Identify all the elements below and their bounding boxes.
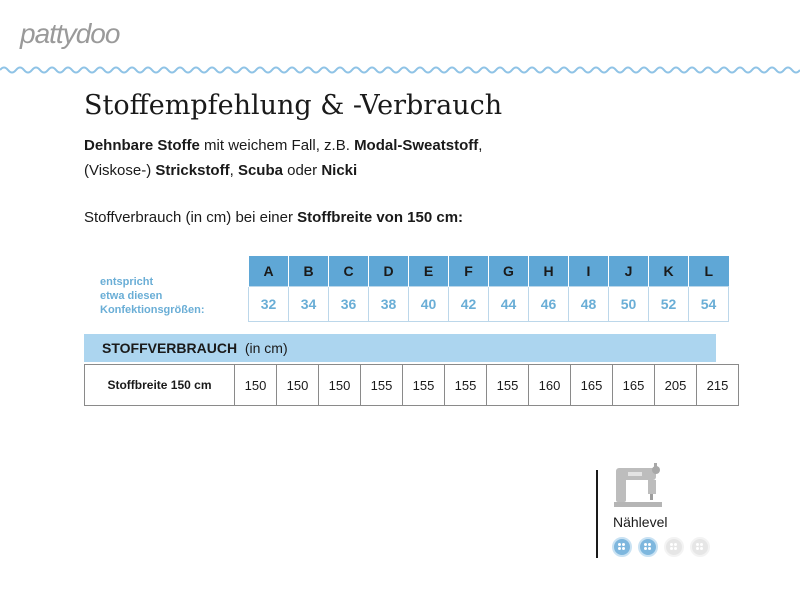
level-button-empty-icon bbox=[664, 537, 684, 557]
eu-size: 46 bbox=[529, 287, 569, 322]
eu-size: 50 bbox=[609, 287, 649, 322]
consumption-row-label: Stoffbreite 150 cm bbox=[85, 365, 235, 406]
eu-size: 32 bbox=[249, 287, 289, 322]
body-text: oder bbox=[282, 162, 322, 179]
consumption-value: 150 bbox=[319, 365, 361, 406]
body-text: , bbox=[229, 162, 238, 179]
consumption-value: 150 bbox=[277, 365, 319, 406]
level-button-filled-icon bbox=[612, 537, 632, 557]
consumption-header-title: STOFFVERBRAUCH bbox=[102, 340, 238, 356]
eu-size: 36 bbox=[329, 287, 369, 322]
consumption-value: 155 bbox=[445, 365, 487, 406]
eu-size: 52 bbox=[649, 287, 689, 322]
sewing-level-divider bbox=[596, 470, 598, 558]
size-letter: F bbox=[449, 256, 489, 287]
consumption-intro-text: Stoffverbrauch (in cm) bei einer bbox=[84, 209, 298, 226]
consumption-value: 155 bbox=[361, 365, 403, 406]
consumption-intro bbox=[84, 209, 463, 226]
eu-size: 34 bbox=[289, 287, 329, 322]
eu-size: 54 bbox=[689, 287, 729, 322]
level-button-filled-icon bbox=[638, 537, 658, 557]
page-title: Stoffempfehlung & -Verbrauch bbox=[84, 90, 503, 121]
sewing-machine-icon bbox=[612, 462, 664, 508]
consumption-value: 215 bbox=[697, 365, 739, 406]
consumption-value: 205 bbox=[655, 365, 697, 406]
highlight-text: Strickstoff bbox=[155, 162, 230, 179]
eu-size: 38 bbox=[369, 287, 409, 322]
highlight-text: Scuba bbox=[237, 162, 283, 179]
size-letter: L bbox=[689, 256, 729, 287]
size-label-line: etwa diesen bbox=[100, 289, 163, 302]
sewing-level-label: Nählevel bbox=[613, 514, 668, 530]
consumption-value: 165 bbox=[571, 365, 613, 406]
body-text: (Viskose-) bbox=[84, 162, 156, 179]
size-letter: K bbox=[649, 256, 689, 287]
level-button-empty-icon bbox=[690, 537, 710, 557]
body-text: mit weichem Fall, z.B. bbox=[199, 137, 355, 154]
size-letter: A bbox=[249, 256, 289, 287]
body-text: , bbox=[478, 137, 483, 154]
eu-size: 44 bbox=[489, 287, 529, 322]
size-letter: J bbox=[609, 256, 649, 287]
size-table-label bbox=[84, 256, 249, 322]
consumption-intro-width: Stoffbreite von 150 cm: bbox=[297, 209, 464, 226]
fabric-recommendation-line-2 bbox=[84, 162, 357, 179]
eu-size: 48 bbox=[569, 287, 609, 322]
table-row bbox=[85, 365, 739, 406]
eu-size: 42 bbox=[449, 287, 489, 322]
fabric-recommendation-line-1 bbox=[84, 137, 482, 154]
highlight-text: Dehnbare Stoffe bbox=[84, 137, 200, 154]
consumption-value: 160 bbox=[529, 365, 571, 406]
size-letter: B bbox=[289, 256, 329, 287]
highlight-text: Modal-Sweatstoff bbox=[354, 137, 479, 154]
consumption-value: 155 bbox=[403, 365, 445, 406]
consumption-header-unit: (in cm) bbox=[244, 340, 288, 356]
size-letter: E bbox=[409, 256, 449, 287]
highlight-text: Nicki bbox=[321, 162, 358, 179]
size-letter: D bbox=[369, 256, 409, 287]
consumption-table bbox=[84, 364, 739, 406]
size-letter: I bbox=[569, 256, 609, 287]
size-letter: H bbox=[529, 256, 569, 287]
consumption-value: 165 bbox=[613, 365, 655, 406]
eu-size: 40 bbox=[409, 287, 449, 322]
consumption-value: 155 bbox=[487, 365, 529, 406]
sewing-level-rating bbox=[612, 537, 710, 557]
size-letter: C bbox=[329, 256, 369, 287]
size-letter: G bbox=[489, 256, 529, 287]
size-table bbox=[84, 256, 729, 322]
size-label-line: entspricht bbox=[100, 275, 154, 288]
consumption-value: 150 bbox=[235, 365, 277, 406]
size-label-line: Konfektionsgrößen: bbox=[100, 303, 205, 316]
wave-divider bbox=[0, 62, 800, 78]
brand-logo: pattydoo bbox=[20, 18, 120, 49]
consumption-header bbox=[84, 334, 716, 362]
